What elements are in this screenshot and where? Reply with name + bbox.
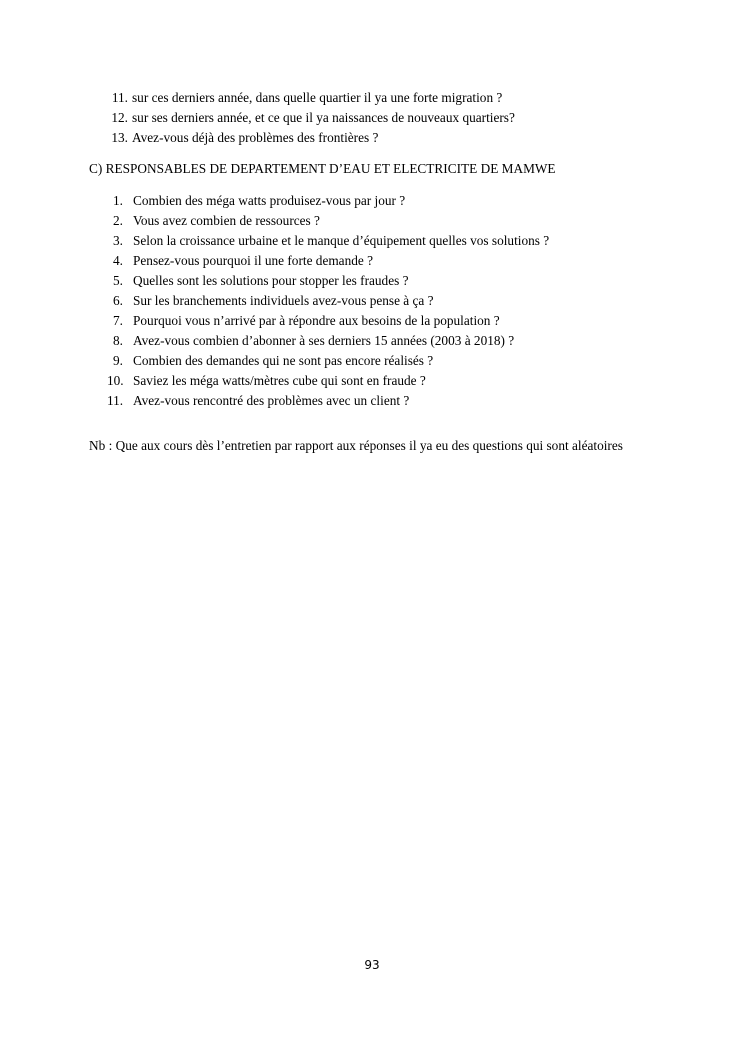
list-number: 3. [113, 233, 123, 248]
list-number: 6. [113, 293, 123, 308]
list-number: 11. [107, 393, 124, 408]
list-number: 1. [113, 193, 123, 208]
list-number: 10. [107, 373, 124, 388]
list-number: 13. [111, 130, 128, 145]
list-text: Vous avez combien de ressources ? [133, 213, 320, 228]
section-heading: C) RESPONSABLES DE DEPARTEMENT D’EAU ET ELECTRICITE DE MAMWE [89, 161, 556, 176]
list-text: Pourquoi vous n’arrivé par à répondre aux besoins de la population ? [133, 313, 500, 328]
list-text: Saviez les méga watts/mètres cube qui sont en fraude ? [133, 373, 426, 388]
list-number: 9. [113, 353, 123, 368]
list-text: Avez-vous combien d’abonner à ses derniers 15 années (2003 à 2018) ? [133, 333, 515, 348]
list-text: Quelles sont les solutions pour stopper les fraudes ? [133, 273, 409, 288]
list-number: 7. [113, 313, 123, 328]
list-number: 2. [113, 213, 123, 228]
page-number: 93 [364, 958, 380, 972]
note-paragraph: Nb : Que aux cours dès l’entretien par rapport aux réponses il ya eu des questions qui sont aléatoires [89, 438, 623, 454]
list-text: sur ses derniers année, et ce que il ya naissances de nouveaux quartiers? [132, 110, 515, 125]
list-number: 8. [113, 333, 123, 348]
list-text: Combien des méga watts produisez-vous par jour ? [133, 193, 406, 208]
list-number: 4. [113, 253, 123, 268]
list-text: Combien des demandes qui ne sont pas encore réalisés ? [133, 353, 434, 368]
list-text: sur ces derniers année, dans quelle quartier il ya une forte migration ? [132, 90, 503, 105]
list-text: Avez-vous rencontré des problèmes avec un client ? [133, 393, 410, 408]
list-text: Sur les branchements individuels avez-vous pense à ça ? [133, 293, 434, 308]
list-text: Pensez-vous pourquoi il une forte demande ? [133, 253, 374, 268]
list-number: 12. [111, 110, 128, 125]
list-text: Selon la croissance urbaine et le manque d’équipement quelles vos solutions ? [133, 233, 550, 248]
list-number: 11. [111, 90, 128, 105]
list-number: 5. [113, 273, 123, 288]
list-text: Avez-vous déjà des problèmes des frontières ? [132, 130, 379, 145]
